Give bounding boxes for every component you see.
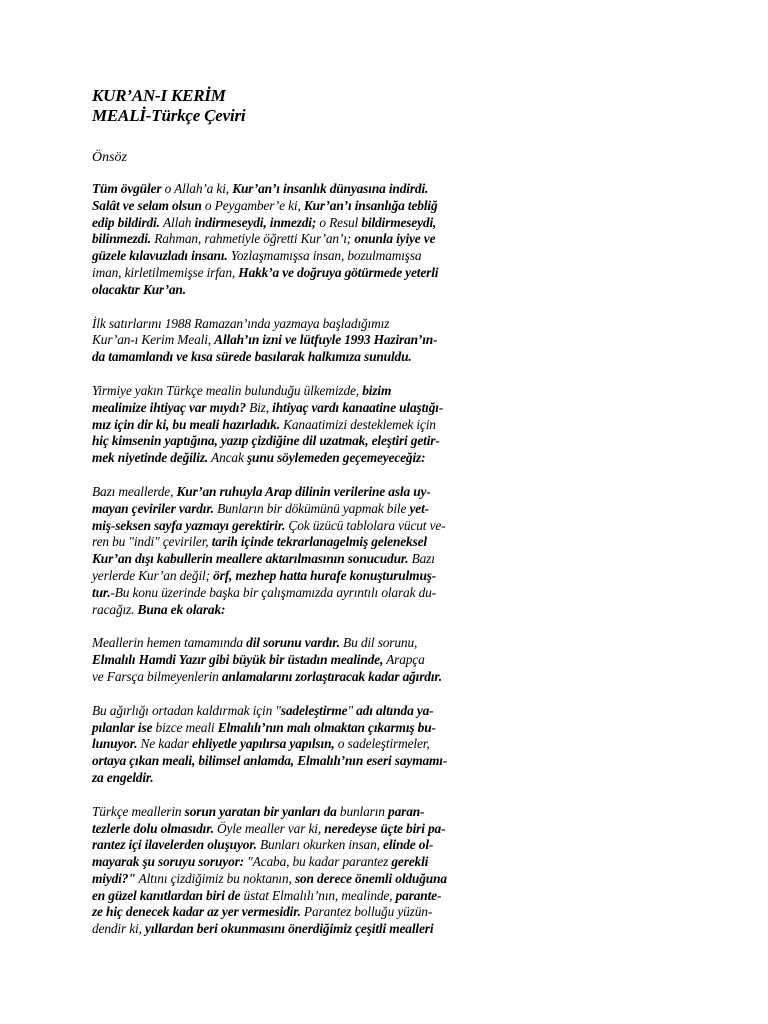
paragraph [92,804,518,938]
text-line [92,282,518,299]
bold-text: Hakk’a ve doğruya götürmede yeterli [238,264,439,280]
bold-text: bizim [362,382,392,398]
document-title [92,86,518,126]
text-line [92,720,518,737]
regular-text: o sadeleştirmeler, [334,736,430,752]
regular-text: Bazı meallerde, [92,483,177,499]
text-line [92,265,518,282]
regular-text: Bunları okurken insan, [256,837,384,853]
regular-text: Parantez bolluğu yüzün- [300,904,433,920]
paragraph [92,383,518,467]
regular-text: Bu dil sorunu, [339,635,418,651]
regular-text: dendir ki, [92,921,146,937]
text-line [92,181,518,198]
text-line [92,871,518,888]
text-line [92,198,518,215]
regular-text: Öyle mealler var ki, [213,820,325,836]
bold-text: Kur’an dışı kabullerin meallere aktarılmasının sonucudur. [92,551,409,567]
text-line [92,821,518,838]
bold-text: örf, mezhep hatta hurafe konuşturulmuş- [213,567,437,583]
text-line [92,753,518,770]
bold-text: onunla iyiye ve [354,231,436,247]
title-line-2: MEALİ-Türkçe Çeviri [92,106,246,125]
title-line-1: KUR’AN-I KERİM [92,86,226,105]
text-line [92,837,518,854]
text-line [92,652,518,669]
bold-text: ehliyetle yapılırsa yapılsın, [192,736,335,752]
regular-text: Ne kadar [137,736,192,752]
regular-text: racağız. [92,601,138,617]
bold-text: mayan çeviriler vardır. [92,500,214,516]
bold-text: en güzel kanıtlardan biri de [92,887,241,903]
bold-text: tarih içinde tekrarlanagelmiş geleneksel [211,534,427,550]
bold-text: Elmalılı Hamdi Yazır gibi büyük bir üstadın mealinde, [92,652,384,668]
bold-text: adı altında ya- [356,702,434,718]
bold-text: lunuyor. [92,736,138,752]
regular-text: Meallerin hemen tamamında [92,635,247,651]
text-line [92,518,518,535]
text-line [92,417,518,434]
text-line [92,551,518,568]
bold-text: yıllardan beri okunmasını önerdiğimiz çeşitli mealleri [145,921,434,937]
regular-text: yerlerde Kur’an değil; [92,567,214,583]
paragraph [92,181,518,299]
bold-text: za engeldir. [92,769,154,785]
bold-text: son derece önemli olduğuna [294,870,447,886]
text-line [92,804,518,821]
bold-text: Elmalılı’nın malı olmaktan çıkarmış bu- [217,719,436,735]
bold-text: Tüm övgüler [92,181,162,196]
text-line [92,635,518,652]
regular-text: Çok üzücü tablolara vücut ve- [285,517,446,533]
text-line [92,854,518,871]
bold-text: indirmeseydi, inmezdi; [194,214,317,230]
bold-text: neredeyse üçte biri pa- [324,820,446,836]
regular-text: üstat Elmalılı’nın, mealinde, [240,887,396,903]
bold-text: anlamalarını zorlaştıracak kadar ağırdır. [221,668,442,684]
text-line [92,215,518,232]
bold-text: bildirmeseydi, [361,214,437,230]
bold-text: mız için dir ki, bu meali hazırladık. [92,416,280,432]
text-line [92,585,518,602]
text-line [92,400,518,417]
regular-text: o Resul [316,214,362,230]
bold-text: Allah’ın izni ve lütfuyle 1993 Haziran’ın- [214,332,438,348]
paragraph [92,703,518,787]
paragraph [92,316,518,366]
regular-text: Biz, [245,399,273,415]
regular-text: ren bu "indi" çeviriler, [92,534,212,550]
bold-text: elinde ol- [383,837,434,853]
bold-text: rantez içi ilavelerden oluşuyor. [92,837,257,853]
bold-text: şunu söylemeden geçemeyeceğiz: [246,450,426,466]
text-line [92,316,518,333]
text-line [92,568,518,585]
text-line [92,736,518,753]
regular-text: Yozlaşmamışsa insan, bozulmamışsa [227,248,422,264]
bold-text: mayarak şu soruyu soruyor: [92,854,244,870]
text-line [92,332,518,349]
bold-text: miydi?" [92,870,136,886]
regular-text: " [347,702,357,718]
bold-text: tur. [92,584,111,600]
bold-text: tezlerle dolu olmasıdır. [92,820,214,836]
bold-text: edip bildirdi. [92,214,164,230]
text-line [92,770,518,787]
bold-text: olacaktır Kur’an. [92,281,186,297]
regular-text: Kur’an-ı Kerim Meali, [92,332,215,348]
regular-text: o Allah’a ki, [161,181,233,196]
text-line [92,888,518,905]
bold-text: bilinmezdi. [92,231,151,247]
bold-text: ihtiyaç vardı kanaatine ulaştığı- [272,399,444,415]
document-page [92,86,518,938]
regular-text: -Bu konu üzerinde başka bir çalışmamızda ayrıntılı olarak du- [110,584,436,600]
bold-text: güzele kılavuzladı insanı. [92,248,228,264]
bold-text: Salât ve selam olsun [92,197,202,213]
bold-text: mek niyetinde değiliz. [92,450,209,466]
text-line [92,534,518,551]
bold-text: Buna ek olarak: [137,601,226,617]
bold-text: paran- [388,803,425,819]
text-line [92,248,518,265]
regular-text: Ancak [208,450,247,466]
bold-text: miş-seksen sayfa yazmayı gerektirir. [92,517,286,533]
text-line [92,904,518,921]
regular-text: Türkçe meallerin [92,803,185,819]
text-line [92,669,518,686]
regular-text: o Peygamber’e ki, [201,197,304,213]
bold-text: Kur’an’ı insanlık dünyasına indirdi. [232,181,429,196]
bold-text: hiç kimsenin yaptığına, yazıp çizdiğine dil uzatmak, eleştiri getir- [92,433,440,449]
bold-text: dil sorunu vardır. [246,635,340,651]
regular-text: Bunların bir dökümünü yapmak bile [213,500,410,516]
bold-text: Kur’an’ı insanlığa tebliğ [303,197,438,213]
text-line [92,703,518,720]
regular-text: bunların [336,803,389,819]
regular-text: Bazı [408,551,435,567]
text-line [92,349,518,366]
preface-heading: Önsöz [92,150,128,165]
bold-text: yet- [409,500,429,516]
paragraph [92,635,518,685]
regular-text: Arapça [383,652,425,668]
regular-text: İlk satırlarını 1988 Ramazan’ında yazmaya başladığımız [92,315,390,331]
text-line [92,501,518,518]
regular-text: "Acaba, bu kadar parantez [243,854,392,870]
regular-text: Yirmiye yakın Türkçe mealin bulunduğu ülkemizde, [92,382,363,398]
bold-text: sadeleştirme [280,702,348,718]
regular-text: ve Farsça bilmeyenlerin [92,668,222,684]
regular-text: Bu ağırlığı ortadan kaldırmak için " [92,702,281,718]
bold-text: pılanlar ise [92,719,153,735]
text-line [92,450,518,467]
regular-text: Kanaatimizi desteklemek için [279,416,436,432]
bold-text: mealimize ihtiyaç var mıydı? [92,399,246,415]
bold-text: parante- [395,887,442,903]
regular-text: Allah [163,214,195,230]
regular-text: Rahman, rahmetiyle öğretti Kur’an’ı; [151,231,355,247]
bold-text: gerekli [391,854,429,870]
text-line [92,921,518,938]
bold-text: ortaya çıkan meali, bilimsel anlamda, Elmalılı’nın eseri saymamı- [92,753,448,769]
text-line [92,433,518,450]
paragraph [92,484,518,618]
regular-text: bizce meali [152,719,218,735]
regular-text: iman, kirletilmemişse irfan, [92,264,239,280]
bold-text: da tamamlandı ve kısa sürede basılarak halkımıza sunuldu. [92,349,412,365]
text-line [92,383,518,400]
document-body [92,181,518,938]
bold-text: sorun yaratan bir yanları da [184,803,337,819]
regular-text: Altını çizdiğimiz bu noktanın, [135,870,295,886]
text-line [92,484,518,501]
bold-text: Kur’an ruhuyla Arap dilinin verilerine asla uy- [176,483,431,499]
text-line [92,231,518,248]
text-line [92,602,518,619]
bold-text: ze hiç denecek kadar az yer vermesidir. [92,904,301,920]
